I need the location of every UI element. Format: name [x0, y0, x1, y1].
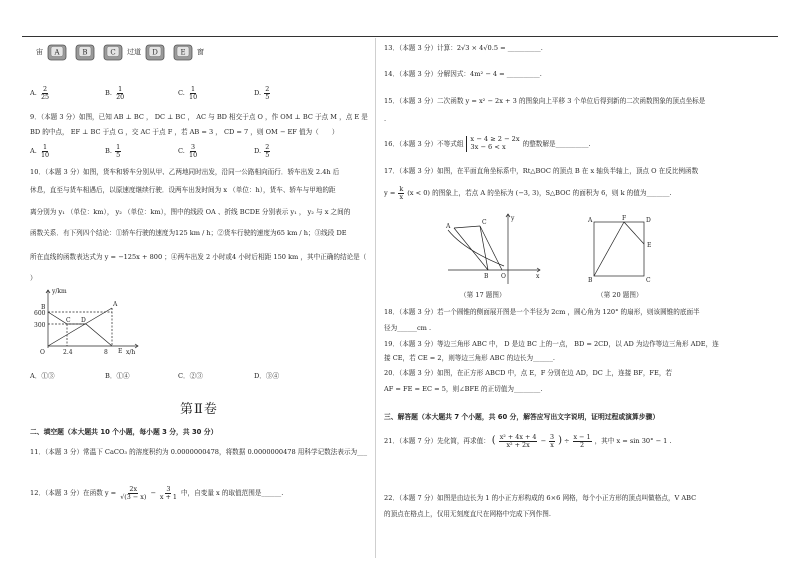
q8-option-a — [30, 86, 51, 100]
q12-y-eq: y = — [104, 489, 117, 498]
fig17-line-ab — [454, 228, 488, 270]
svg-text:A: A — [54, 48, 60, 57]
fig17-line-co — [480, 226, 502, 270]
q10-line-4: 函数关系．有下列四个结论：①轿车行驶的速度为125 km / h；②货车行驶的速度为65 km / h；③线段 DE — [30, 229, 347, 237]
q12-den-1: √(3 − x) — [120, 492, 147, 501]
q21-den-3: 2 — [580, 440, 585, 449]
q10-line-3: 离分别为 y₁ （单位：km）， y₂ （单位：km），图中的线段 OA 、折线 BCDE 分别表示 y₁ ， y₂ 与 x 之间的 — [30, 208, 351, 216]
q10-point-d: D — [81, 317, 86, 324]
q9-b-num: 1 — [116, 143, 121, 151]
q21-den-1: x² + 2x — [506, 440, 530, 449]
q10-tick-8: 8 — [104, 349, 108, 356]
fig20-line-bf — [594, 222, 624, 276]
q12-frac-1 — [119, 486, 147, 500]
q22-line-1: 22．（本题 7 分）如图是由边长为 1 的小正方形构成的 6×6 网格，每个小正方形的顶点叫做格点，V ABC — [384, 494, 697, 502]
q21-frac-3 — [573, 434, 592, 448]
q10-tick-600: 600 — [34, 310, 46, 317]
q9-c-den: 10 — [189, 150, 198, 159]
seat-keys-group-2 — [145, 44, 193, 61]
q16-system — [466, 136, 519, 152]
seat-key-d-icon — [145, 44, 165, 61]
q10-tick-24: 2.4 — [63, 349, 73, 356]
top-rule — [22, 36, 778, 37]
q8-a-den: 25 — [40, 92, 50, 101]
q17-frac — [398, 186, 404, 200]
q10-line-1: 10．（本题 3 分）如图，货车和轿车分别从甲、乙两地同时出发，沿同一公路相向而行．轿车出发 2.4h 后 — [30, 168, 340, 176]
seat-left-char: 宙 — [36, 48, 43, 57]
fig17-caption: （第 17 题图） — [460, 291, 506, 299]
fig17-curve — [448, 230, 504, 266]
q10-option-b: B．①④ — [105, 372, 130, 380]
fig17-label-c: C — [482, 219, 487, 226]
q10-origin: O — [40, 349, 45, 356]
q19-line-2: 接 CE，若 CE = 2，则等边三角形 ABC 的边长为______. — [384, 354, 555, 362]
fig20-label-b: B — [588, 277, 593, 284]
volume-2-title: 第Ⅱ卷 — [180, 402, 218, 417]
q21-frac-1 — [499, 434, 538, 448]
seat-key-c-icon — [103, 44, 123, 61]
q10-x-label: x/h — [126, 349, 136, 356]
q9-d-num: 2 — [265, 143, 270, 151]
q8-option-d — [254, 86, 271, 100]
q16 — [384, 136, 591, 152]
q21-num-3: x − 1 — [573, 433, 591, 441]
q18-line-1: 18．（本题 3 分）若一个圆锥的侧面展开图是一个半径为 2cm ，圆心角为 120° 的扇形，则该圆锥的底面半 — [384, 308, 700, 316]
q21: 21．（本题 7 分）先化简，再求值： ( $\frac{\text{x² + 4x + 4}}{\text{x² + 2x}}$ − $\frac{3}{x}$ ) ÷ $\frac{x - 1}{2}$ ，其中 x = sin 30° − 1 . — [384, 433, 672, 449]
q21-minus: − — [540, 437, 546, 446]
q8-b-frac — [115, 86, 125, 100]
svg-text:C: C — [110, 48, 116, 57]
q17-line-1: 17．（本题 3 分）如图，在平面直角坐标系中，Rt△BOC 的顶点 B 在 x 轴负半轴上，顶点 O 在反比例函数 — [384, 167, 699, 175]
q8-a-frac — [40, 86, 50, 100]
q10-point-a: A — [113, 301, 118, 308]
fig20-label-f: F — [622, 215, 627, 222]
q11-text: 11．（本题 3 分）常温下 CaCO₃ 的溶度积约为 0.0000000478，将数据 0.0000000478 用科学记数法表示为___ — [30, 448, 368, 456]
q9-option-d — [254, 144, 271, 158]
q9-option-b — [105, 144, 122, 158]
fig17-label-a: A — [446, 223, 451, 230]
q13-text: 13．（本题 3 分）计算：2√3 × 4√0.5 = __________. — [384, 44, 543, 52]
fig17-label-x: x — [536, 273, 540, 280]
q8-c-label: C. — [178, 89, 185, 98]
q12-pre: 12．（本题 3 分）在函数 — [30, 489, 103, 498]
q17-line-2-wrap: y = $\frac{k}{x}$ (x < 0) 的图象上，若点 A 的坐标为 (−3, 3)，S△BOC 的面积为 6，则 k 的值为_______. — [384, 185, 672, 201]
q21-frac-2 — [549, 434, 555, 448]
q8-c-frac — [188, 86, 198, 100]
q12-frac-2 — [159, 486, 178, 500]
q9-b-label: B. — [105, 147, 112, 156]
section-2-heading: 二、填空题（本大题共 10 个小题，每小题 3 分，共 30 分） — [30, 428, 218, 436]
q10-option-a: A．①③ — [30, 372, 55, 380]
q21-num-1: x² + 4x + 4 — [499, 433, 537, 441]
fig17-line-ac — [454, 226, 480, 228]
q16-post: 的整数解是__________. — [522, 139, 591, 148]
q15-line-2: . — [384, 115, 387, 123]
seat-keys-group — [47, 44, 123, 61]
q10-option-d: D．③④ — [254, 372, 280, 380]
column-divider — [375, 38, 376, 558]
q9-b-frac — [115, 144, 121, 158]
fig20-label-a: A — [588, 217, 593, 224]
q9-c-num: 3 — [191, 143, 196, 151]
q21-den-2: x — [550, 440, 554, 449]
q18-line-2: 径为______cm . — [384, 324, 432, 332]
seat-key-b-icon — [75, 44, 95, 61]
q12-num-2: 3 — [166, 485, 171, 493]
q16-pre: 16．（本题 3 分）不等式组 — [384, 139, 464, 148]
q10-point-c: C — [66, 317, 71, 324]
q8-c-den: 10 — [189, 92, 198, 101]
q20-line-1: 20．（本题 3 分）如图，在正方形 ABCD 中，点 E，F 分别在边 AD，DC 上，连接 BF，FE，若 — [384, 369, 673, 377]
svg-text:E: E — [180, 48, 186, 57]
q8-d-num: 2 — [265, 85, 270, 93]
q21-div: ÷ — [563, 437, 570, 446]
fig17-line-cb — [480, 226, 488, 270]
seat-row — [36, 44, 204, 61]
q16-ineq-1: x − 4 ≥ 2 − 2x — [470, 135, 520, 143]
q10-point-b: B — [41, 304, 46, 311]
q9-a-den: 10 — [40, 150, 50, 159]
q10-line-6: ） — [30, 274, 37, 282]
q9-c-frac — [188, 144, 198, 158]
q22-line-2: 的顶点在格点上，仅用无刻度直尺在网格中完成下列作图. — [384, 510, 551, 518]
q9-d-den: 5 — [265, 150, 270, 159]
section-3-heading: 三、解答题（本大题共 7 个小题，共 60 分，解答应写出文字说明，证明过程或演算步骤） — [384, 413, 660, 421]
fig20-square — [594, 222, 644, 276]
q12-den-2: x + 1 — [159, 492, 177, 501]
seat-key-e-icon — [173, 44, 193, 61]
fig17-label-o: O — [501, 273, 506, 280]
q8-a-num: 2 — [43, 85, 48, 93]
q14-text: 14．（本题 3 分）分解因式：4m² − 4 = __________. — [384, 70, 542, 78]
q19-line-1: 19．（本题 3 分）等边三角形 ABC 中， D 是边 BC 上的一点， BD = 2CD，以 AD 为边作等边三角形 ADE，连 — [384, 340, 719, 348]
fig17-diagram — [444, 212, 544, 286]
q15-line-1: 15．（本题 3 分）二次函数 y = x² − 2x + 3 的图象向上平移 3 个单位后得到新的二次函数图象的顶点坐标是 — [384, 97, 706, 105]
q9-b-den: 5 — [116, 150, 121, 159]
fig17-label-b: B — [484, 273, 489, 280]
q9-c-label: C. — [178, 147, 185, 156]
q9-a-frac — [40, 144, 50, 158]
q17-frac-den: x — [399, 192, 404, 201]
fig17-label-y: y — [511, 215, 515, 222]
fig20-label-c: C — [646, 277, 651, 284]
q12-minus: − — [150, 489, 156, 498]
svg-text:D: D — [152, 48, 158, 57]
q9-d-frac — [264, 144, 270, 158]
q9-a-label: A. — [30, 147, 37, 156]
q8-d-label: D. — [254, 89, 262, 98]
q9-line-2: BD 的中点， EF ⊥ BC 于点 G ，交 AC 于点 F ，若 AB = 3 ， CD = 7 ，则 OM − EF 值为（ ） — [30, 128, 339, 136]
q8-d-frac — [264, 86, 270, 100]
q9-option-c — [178, 144, 199, 158]
seat-right-char: 窗 — [197, 48, 204, 57]
fig20-label-d: D — [646, 217, 651, 224]
fig20-caption: （第 20 题图） — [597, 291, 643, 299]
q10-line-2: 休息，直至与货车相遇后，以原速度继续行驶．设两车出发时间为 x （单位：h），货车、轿车与甲地的距 — [30, 186, 336, 194]
q9-option-a — [30, 144, 51, 158]
seat-mid-char: 过道 — [127, 48, 141, 57]
q10-line-5: 所在直线的函数表达式为 y = −125x + 800 ；④两车出发 2 小时或4 小时后相距 150 km ，其中正确的结论是（ — [30, 253, 367, 261]
q21-num-2: 3 — [549, 433, 555, 441]
q8-option-b — [105, 86, 126, 100]
q10-y-label: y/km — [52, 288, 67, 295]
q12-post: 中，自变量 x 的取值范围是______. — [180, 489, 284, 498]
q8-b-label: B. — [105, 89, 112, 98]
q10-line-bcde — [48, 312, 112, 346]
q8-d-den: 5 — [265, 92, 270, 101]
fig20-diagram — [586, 214, 656, 284]
q12 — [30, 486, 283, 500]
q8-b-num: 1 — [118, 85, 123, 93]
fig20-label-e: E — [647, 242, 652, 249]
q17-line-2: (x < 0) 的图象上，若点 A 的坐标为 (−3, 3)，S△BOC 的面积为 6，则 k 的值为_______. — [407, 189, 672, 198]
q12-num-1: 2x — [129, 485, 138, 493]
q10-point-e: E — [118, 348, 123, 355]
q10-option-c: C．②③ — [178, 372, 203, 380]
q9-d-label: D. — [254, 147, 262, 156]
q8-b-den: 20 — [116, 92, 125, 101]
q8-c-num: 1 — [191, 85, 196, 93]
seat-key-a-icon — [47, 44, 67, 61]
q8-option-c — [178, 86, 199, 100]
q9-a-num: 1 — [43, 143, 48, 151]
q9-line-1: 9．（本题 3 分）如图，已知 AB ⊥ BC ， DC ⊥ BC ， AC 与 BD 相交于点 O ，作 OM ⊥ BC 于点 M ，点 E 是 — [30, 113, 368, 121]
q20-line-2: AF = FE = EC = 5，则∠BFE 的正切值为________. — [384, 385, 543, 393]
q8-a-label: A. — [30, 89, 37, 98]
svg-text:B: B — [82, 48, 88, 57]
q16-ineq-2: 3x − 6 < x — [470, 142, 506, 151]
q10-line-oa — [48, 308, 112, 346]
q21-post: ，其中 x = sin 30° − 1 . — [594, 437, 672, 446]
fig20-line-fe — [624, 222, 644, 244]
q10-tick-300: 300 — [34, 322, 46, 329]
q17-frac-num: k — [399, 185, 404, 193]
q10-graph — [34, 284, 144, 356]
q21-pre: 21．（本题 7 分）先化简，再求值： — [384, 437, 490, 446]
